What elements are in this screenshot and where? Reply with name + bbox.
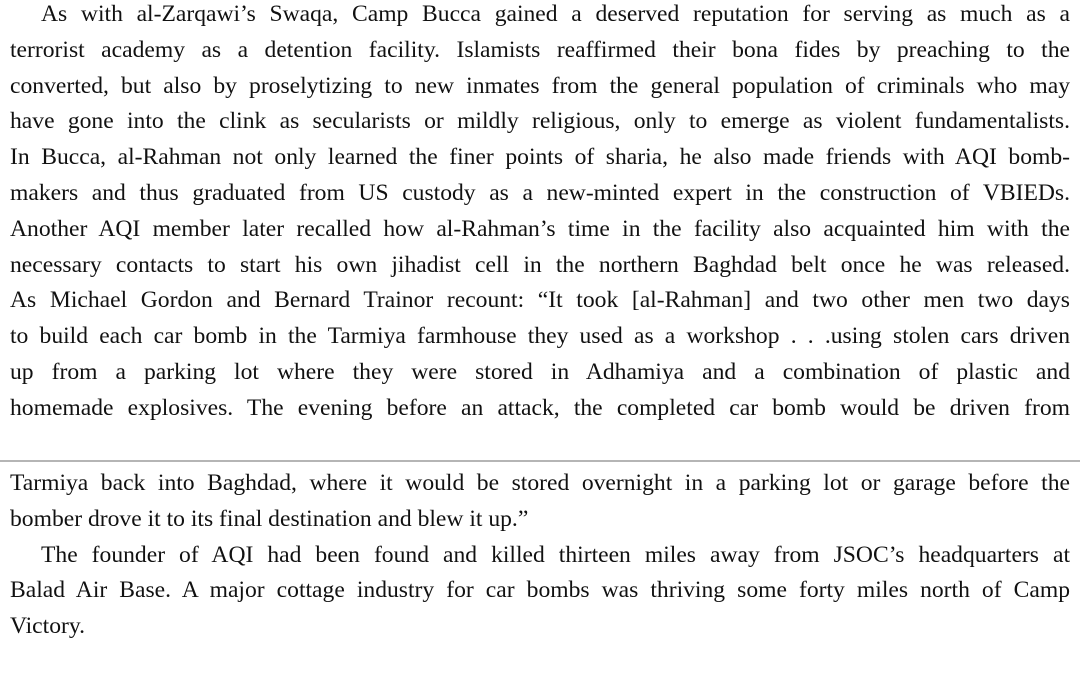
text-line: have gone into the clink as secularists or mildly religious, only to emerge as violent fundamentalists. — [10, 108, 1070, 135]
text-line: converted, but also by proselytizing to new inmates from the general population of criminals who may — [10, 72, 1070, 99]
text-line: to build each car bomb in the Tarmiya farmhouse they used as a workshop . . .using stolen cars driven — [10, 323, 1070, 350]
text-line: Tarmiya back into Baghdad, where it would be stored overnight in a parking lot or garage before the — [10, 470, 1070, 496]
text-line: Balad Air Base. A major cottage industry for car bombs was thriving some forty miles north of Camp — [10, 577, 1070, 604]
text-line: Another AQI member later recalled how al-Rahman’s time in the facility also acquainted him with the — [10, 215, 1070, 242]
text-line: Victory. — [10, 613, 86, 640]
text-line: makers and thus graduated from US custody as a new-minted expert in the construction of VBIEDs. — [10, 179, 1070, 206]
page-divider — [0, 460, 1080, 462]
text-line: The founder of AQI had been found and killed thirteen miles away from JSOC’s headquarters at — [41, 541, 1070, 568]
text-line: up from a parking lot where they were stored in Adhamiya and a combination of plastic and — [10, 358, 1070, 385]
text-line: In Bucca, al-Rahman not only learned the finer points of sharia, he also made friends with AQI bomb- — [10, 144, 1070, 171]
text-line: As with al-Zarqawi’s Swaqa, Camp Bucca gained a deserved reputation for serving as much as a — [41, 1, 1070, 27]
page-text-top — [10, 0, 1070, 427]
text-line: bomber drove it to its final destination and blew it up.” — [10, 505, 529, 532]
text-line: necessary contacts to start his own jihadist cell in the northern Baghdad belt once he was released. — [10, 251, 1070, 278]
text-line: As Michael Gordon and Bernard Trainor recount: “It took [al-Rahman] and two other men two days — [10, 287, 1070, 314]
text-line: terrorist academy as a detention facility. Islamists reaffirmed their bona fides by preaching to the — [10, 36, 1070, 63]
page-text-bottom — [10, 466, 1070, 645]
text-line: homemade explosives. The evening before an attack, the completed car bomb would be driven from — [10, 394, 1070, 421]
